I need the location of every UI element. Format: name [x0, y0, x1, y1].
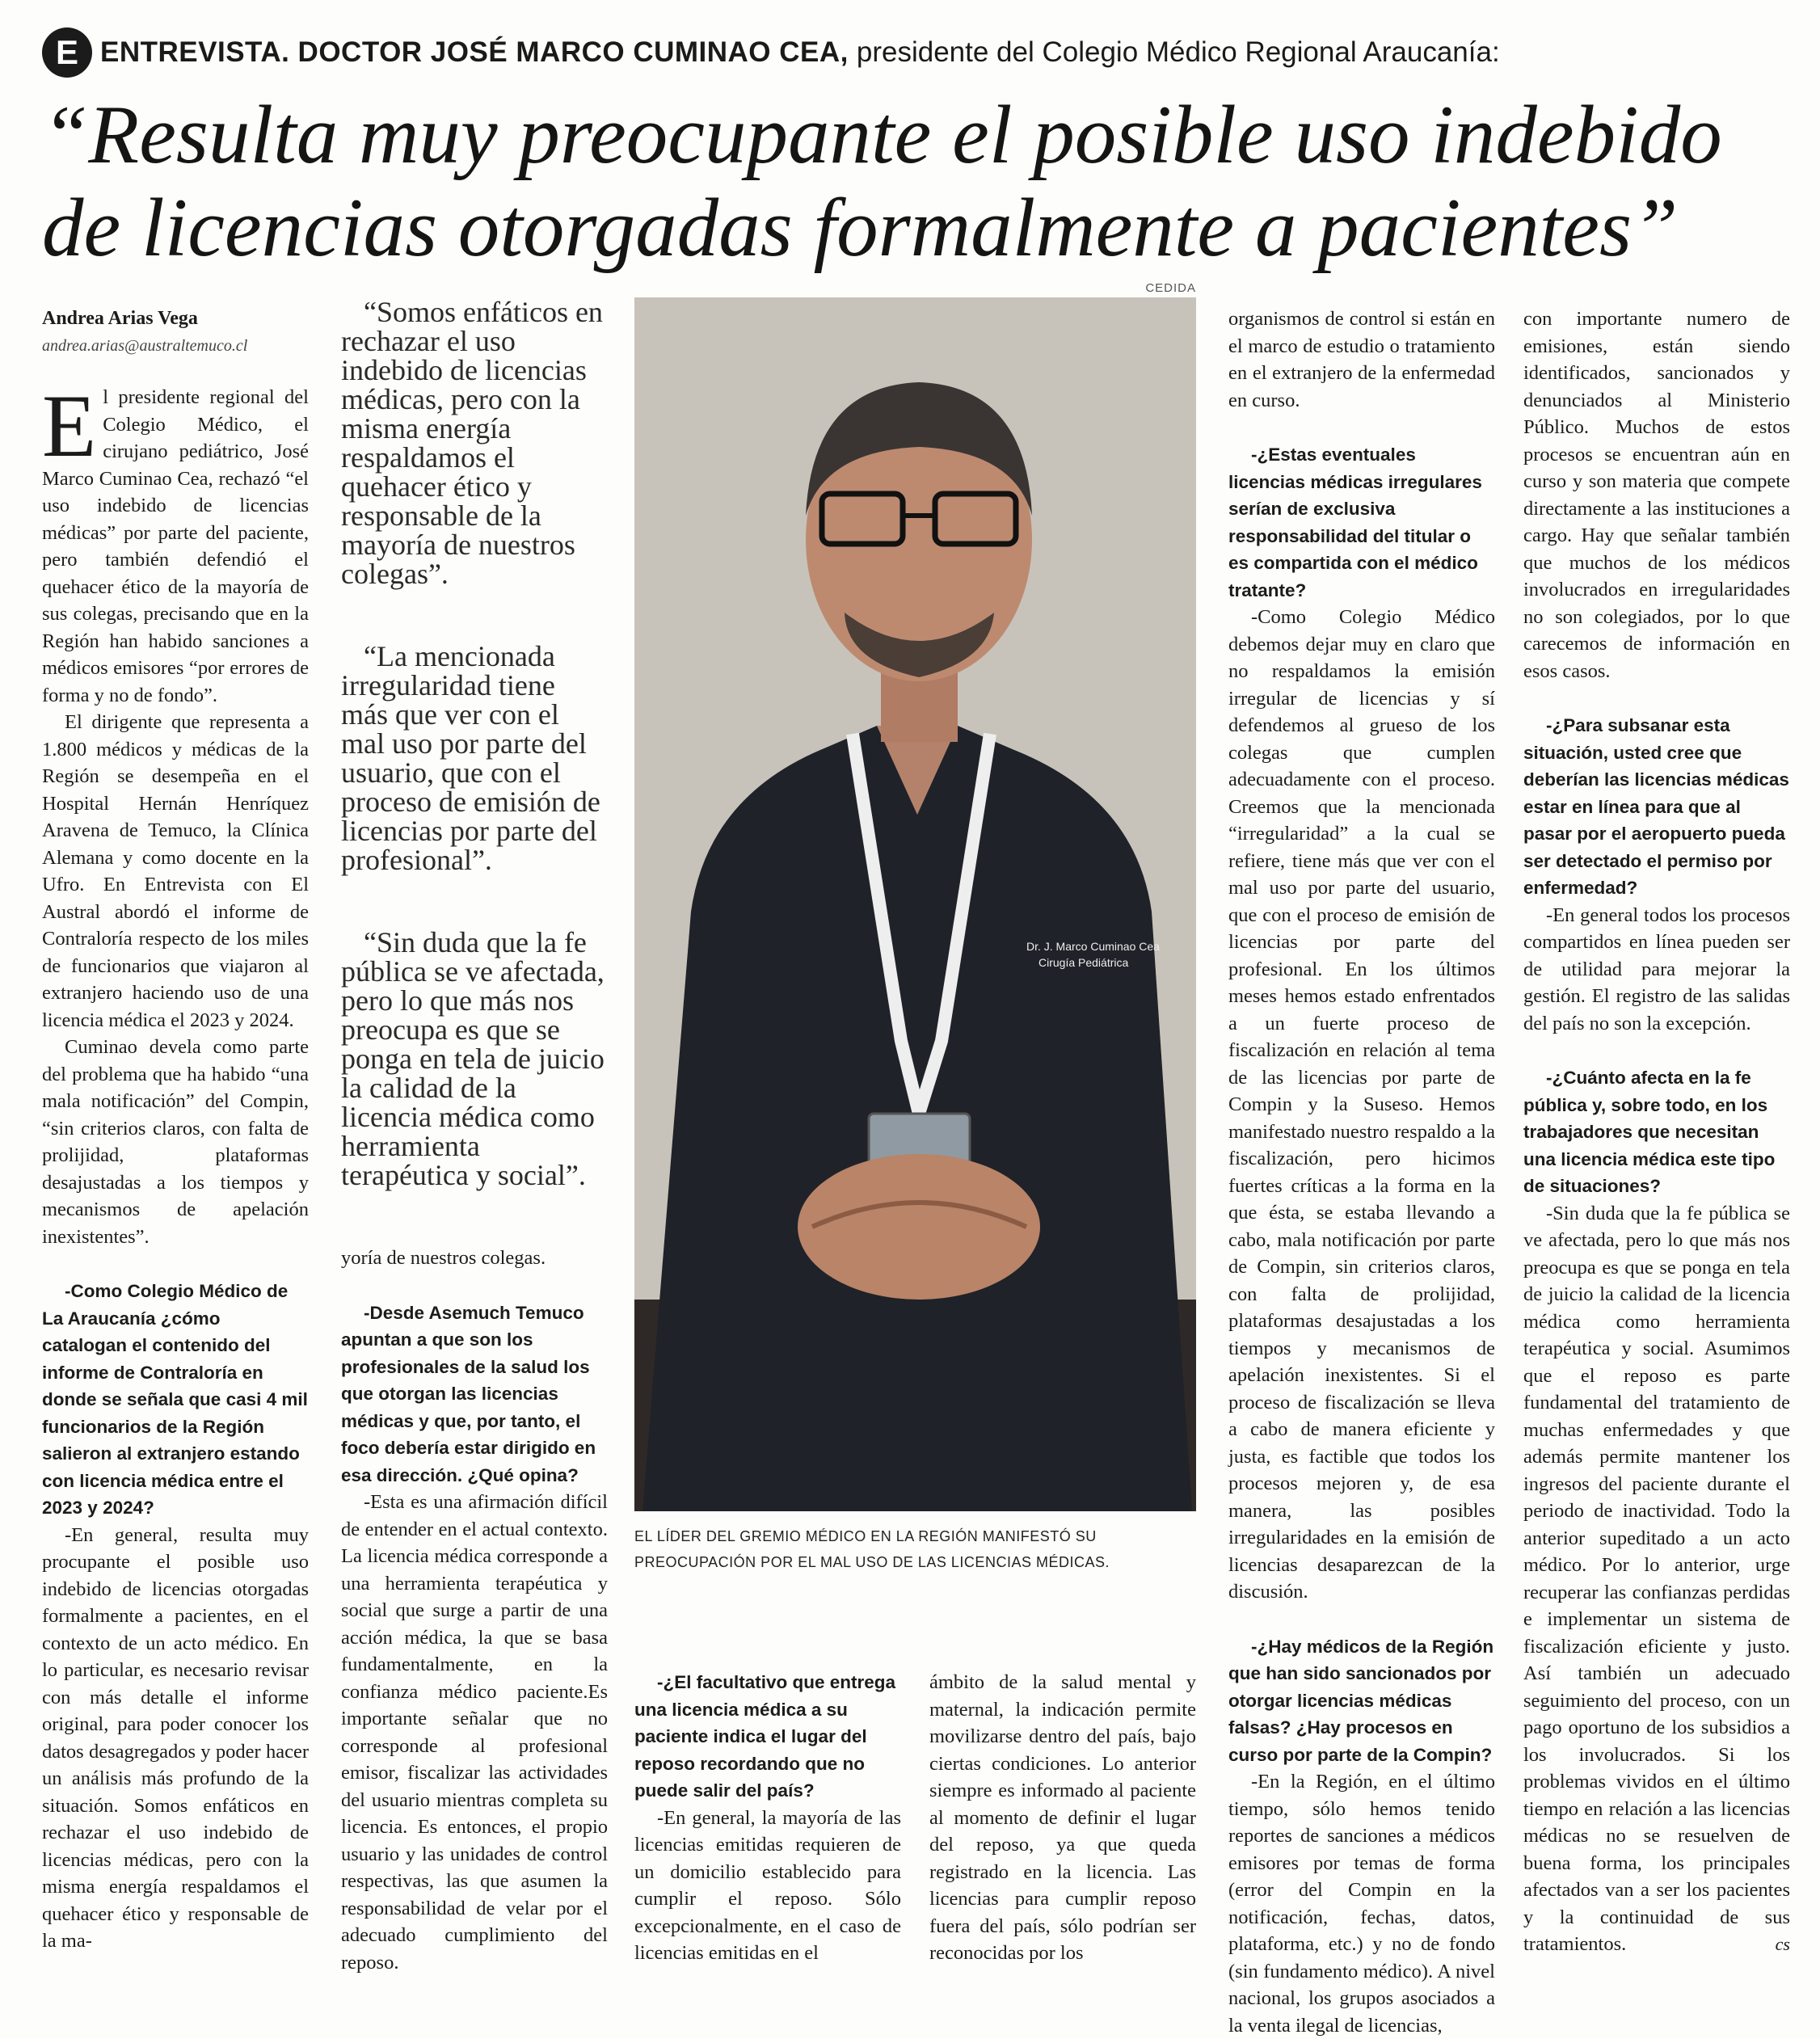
- question: -Como Colegio Médico de La Araucanía ¿cómo catalogan el contenido del informe de Contraloría en donde se señala que casi 4 mil funcionarios de la Región salieron al extranjero estando con licencia médica entre el 2023 y 2024?: [42, 1281, 308, 1518]
- byline-email: andrea.arias@australtemuco.cl: [42, 336, 248, 355]
- signoff-mark: cs: [1775, 1934, 1790, 1954]
- paragraph: yoría de nuestros colegas.: [341, 1247, 546, 1269]
- svg-text:Dr. J. Marco Cuminao Cea: Dr. J. Marco Cuminao Cea: [1026, 940, 1160, 953]
- question: -¿Hay médicos de la Región que han sido sancionados por otorgar licencias médicas falsas? ¿Hay procesos en curso por parte de la Compin?: [1228, 1636, 1494, 1765]
- paragraph: Cuminao devela como parte del problema que ha habido “una mala notificación” del Compin, “sin criterios claros, con falta de prolijidad, plataformas desajustadas a los tiempos y mecanismos de apelación inexistentes”.: [42, 1036, 309, 1248]
- section-kicker: [42, 24, 1500, 81]
- pull-quote-1: “Somos enfáticos en rechazar el uso indebido de licencias médicas, pero con la misma energía respaldamos el quehacer ético y responsable de la mayoría de nuestros colegas”.: [341, 296, 603, 590]
- paragraph: El dirigente que representa a 1.800 médicos y médicas de la Región se desempeña en el Hospital Hernán Henríquez Aravena de Temuco, la Clínica Alemana y como docente en la Ufro. En Entrevista con El Austral abordó el informe de Contraloría respecto de los miles de funcionarios que viajaron al extranjero haciendo uso de una licencia médica el 2023 y 2024.: [42, 711, 309, 1031]
- question: -¿Estas eventuales licencias médicas irregulares serían de exclusiva responsabilidad del titular o es compartida con el médico tratante?: [1228, 444, 1482, 600]
- answer: -Esta es una afirmación difícil de entender en el actual contexto. La licencia médica corresponde a una herramienta terapéutica y social que surge a partir de una acción médica, la que se basa fundamentalmente, en la confianza médico paciente.Es importante señalar que no corresponde al profesional emisor, fiscalizar las actividades del usuario mientras completa su licencia. Es entonces, el propio usuario y las unidades de control respectivas, las que asumen la responsabilidad de velar por el adecuado cumplimiento del reposo.: [341, 1491, 608, 1974]
- kicker-subtitle: presidente del Colegio Médico Regional Araucanía:: [856, 36, 1500, 68]
- paragraph: organismos de control si están en el marco de estudio o tratamiento en el extranjero de la enfermedad en curso.: [1228, 308, 1495, 411]
- question: -Desde Asemuch Temuco apuntan a que son los profesionales de la salud los que otorgan las licencias médicas y que, por tanto, el foco debería estar dirigido en esa dirección. ¿Qué opina?: [341, 1302, 596, 1485]
- column-3: [634, 1669, 901, 1967]
- answer: -En general todos los procesos compartidos en línea pueden ser de utilidad para mejorar la gestión. El registro de las salidas del país no son la excepción.: [1523, 904, 1790, 1034]
- lead-paragraph: El presidente regional del Colegio Médico, el cirujano pediátrico, José Marco Cuminao Cea, rechazó “el uso indebido de licencias médicas” por parte del paciente, pero también defendió el quehacer ético de la mayoría de sus colegas, precisando que en la Región han habido sanciones a médicos emisores “por errores de forma y no de fondo”.: [42, 377, 309, 706]
- question: -¿Cuánto afecta en la fe pública y, sobre todo, en los trabajadores que necesitan una licencia médica este tipo de situaciones?: [1523, 1068, 1776, 1196]
- column-1: [42, 305, 309, 1955]
- pull-quote-2: “La mencionada irregularidad tiene más que ver con el mal uso por parte del usuario, que con el proceso de emisión de licencias por parte del profesional”.: [341, 640, 600, 876]
- section-badge: E: [42, 27, 92, 78]
- headline-line-1: “Resulta muy preocupante el posible uso indebido: [42, 89, 1722, 181]
- headline: [42, 89, 1788, 275]
- column-5: [1228, 305, 1495, 2039]
- answer: -En general, resulta muy procupante el posible uso indebido de licencias otorgadas formalmente a pacientes, en el contexto de un acto médico. En lo particular, es necesario revisar con más detalle el informe original, para poder conocer los datos desagregados y poder hacer un análisis más profundo de la situación. Somos enfáticos en rechazar el uso indebido de licencias médicas, pero con la misma energía respaldamos el quehacer ético y responsable de la ma-: [42, 1523, 309, 1952]
- question: -¿Para subsanar esta situación, usted cree que deberían las licencias médicas estar en línea para que al pasar por el aeropuerto pueda ser detectado el permiso por enfermedad?: [1523, 715, 1789, 898]
- portrait-photo: [634, 297, 1196, 1511]
- column-4: [929, 1669, 1196, 1967]
- question: -¿El facultativo que entrega una licencia médica a su paciente indica el lugar del reposo recordando que no puede salir del país?: [634, 1672, 896, 1801]
- paragraph: ámbito de la salud mental y maternal, la indicación permite movilizarse dentro del país, bajo ciertas condiciones. Lo anterior siempre es informado al paciente al momento de definir el lugar del reposo, ya que queda registrado en la licencia. Las licencias para cumplir reposo fuera del país, sólo podrían ser reconocidas por los: [929, 1671, 1196, 1964]
- column-2: [341, 297, 608, 1976]
- column-6: [1523, 305, 1790, 1958]
- kicker-title: ENTREVISTA. DOCTOR JOSÉ MARCO CUMINAO CEA,: [100, 36, 849, 68]
- answer: -Sin duda que la fe pública se ve afectada, pero lo que más nos preocupa es que se ponga en tela de juicio la calidad de la licencia médica como herramienta terapéutica y social. Asumimos que el reposo es parte fundamental del tratamiento de muchas enfermedades y que además permite mantener los ingresos del paciente durante el periodo de inactividad. Todo la anterior supeditado a un acto médico. Por lo anterior, urge recuperar las confianzas perdidas e implementar un sistema de fiscalización eficiente y justo. Así también un adecuado seguimiento del proceso, con un pago oportuno de los subsidios a los involucrados. Si los problemas vividos en el último tiempo en relación a las licencias médicas no se resuelven de buena forma, los principales afectados van a ser los pacientes y la continuidad de sus tratamientos. cs: [1523, 1200, 1790, 1958]
- photo-caption: EL LÍDER DEL GREMIO MÉDICO EN LA REGIÓN MANIFESTÓ SU PREOCUPACIÓN POR EL MAL USO DE LAS LICENCIAS MÉDICAS.: [634, 1528, 1110, 1570]
- answer: -En la Región, en el último tiempo, sólo hemos tenido reportes de sanciones a médicos emisores por temas de forma (error del Compin en la notificación, fechas, datos, plataforma, etc.) y no de fondo (sin fundamento médico). A nivel nacional, los grupos asociados a la venta ilegal de licencias,: [1228, 1771, 1495, 2037]
- headline-line-2: de licencias otorgadas formalmente a pacientes”: [42, 182, 1679, 274]
- photo-credit: CEDIDA: [1145, 281, 1196, 295]
- portrait-illustration: [634, 297, 1196, 1511]
- drop-cap: E: [42, 377, 97, 475]
- svg-text:Cirugía Pediátrica: Cirugía Pediátrica: [1038, 956, 1129, 969]
- answer: -Como Colegio Médico debemos dejar muy en claro que no respaldamos la emisión irregular de licencias y sí defendemos al grueso de los colegas que cumplen adecuadamente con el proceso. Creemos que la mencionada “irregularidad” a la cual se refiere, tiene más que ver con el mal uso por parte del usuario, que con el proceso de emisión de licencias por parte del profesional. En los últimos meses hemos estado enfrentados a un fuerte proceso de fiscalización en relación al tema de las licencias por parte de Compin y la Suseso. Hemos manifestado nuestro respaldo a la fiscalización, pero hicimos fuertes críticas a la forma en la que ésta, se estaba llevando a cabo, mala notificación por parte de Compin, sin criterios claros, con falta de prolijidad, plataformas desajustadas a los tiempos y mecanismos de apelación inexistentes. Si el proceso de fiscalización se lleva a cabo de manera eficiente y justa, es factible que todos los procesos mejoren y, de esa manera, las posibles irregularidades en la emisión de licencias desaparezcan de la discusión.: [1228, 606, 1495, 1603]
- pull-quote-3: “Sin duda que la fe pública se ve afectada, pero lo que más nos preocupa es que se ponga en tela de juicio la calidad de la licencia médica como herramienta terapéutica y social”.: [341, 926, 605, 1191]
- byline-author: Andrea Arias Vega: [42, 308, 198, 329]
- paragraph: con importante numero de emisiones, están siendo identificados, sancionados y denunciados al Ministerio Público. Muchos de estos procesos se encuentran aún en curso y son materia que compete directamente a las instituciones a cargo. Hay que señalar también que muchos de los médicos involucrados en irregularidades no son colegiados, por lo que carecemos de información en esos casos.: [1523, 308, 1790, 682]
- answer: -En general, la mayoría de las licencias emitidas requieren de un domicilio establecido para cumplir el reposo. Sólo excepcionalmente, en el caso de licencias emitidas en el: [634, 1806, 901, 1964]
